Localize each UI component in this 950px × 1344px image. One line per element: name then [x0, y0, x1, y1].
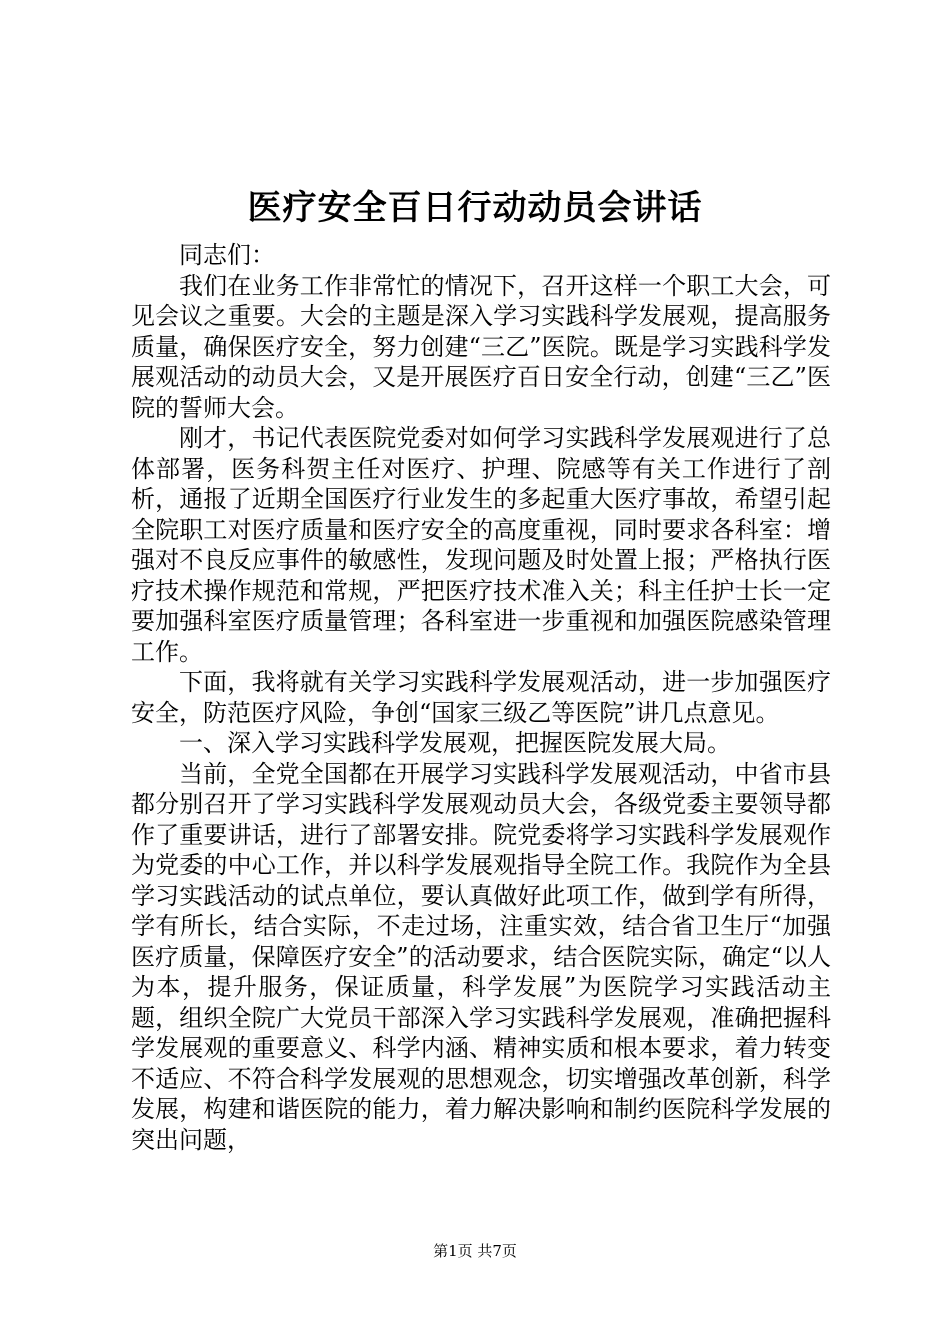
body-paragraph: 当前，全党全国都在开展学习实践科学发展观活动，中省市县都分别召开了学习实践科学发展观动员大会，各级党委主要领导都作了重要讲话，进行了部署安排。院党委将学习实践科学发展观作为党委的中心工作，并以科学发展观指导全院工作。我院作为全县学习实践活动的试点单位，要认真做好此项工作，做到学有所得，学有所长，结合实际，不走过场，注重实效，结合省卫生厅“加强医疗质量，保障医疗安全”的活动要求，结合医院实际，确定“以人为本，提升服务，保证质量，科学发展”为医院学习实践活动主题，组织全院广大党员干部深入学习实践科学发展观，准确把握科学发展观的重要意义、科学内涵、精神实质和根本要求，着力转变不适应、不符合科学发展观的思想观念，切实增强改革创新，科学发展，构建和谐医院的能力，着力解决影响和制约医院科学发展的突出问题， [131, 759, 831, 1154]
section-heading: 一、深入学习实践科学发展观，把握医院发展大局。 [179, 729, 731, 757]
page-number-footer: 第1页 共7页 [433, 1242, 517, 1260]
document-body [131, 240, 831, 1155]
body-paragraph: 我们在业务工作非常忙的情况下，召开这样一个职工大会，可见会议之重要。大会的主题是深入学习实践科学发展观，提高服务质量，确保医疗安全，努力创建“三乙”医院。既是学习实践科学发展观活动的动员大会，又是开展医疗百日安全行动，创建“三乙”医院的誓师大会。 [131, 271, 831, 422]
salutation-paragraph: 同志们： [179, 241, 275, 269]
body-paragraph: 刚才，书记代表医院党委对如何学习实践科学发展观进行了总体部署，医务科贺主任对医疗、护理、院感等有关工作进行了剖析，通报了近期全国医疗行业发生的多起重大医疗事故，希望引起全院职工对医疗质量和医疗安全的高度重视，同时要求各科室：增强对不良反应事件的敏感性，发现问题及时处置上报；严格执行医疗技术操作规范和常规，严把医疗技术准入关；科主任护士长一定要加强科室医疗质量管理；各科室进一步重视和加强医院感染管理工作。 [131, 424, 831, 666]
document-title: 医疗安全百日行动动员会讲话 [247, 188, 703, 228]
body-paragraph: 下面，我将就有关学习实践科学发展观活动，进一步加强医疗安全，防范医疗风险，争创“国家三级乙等医院”讲几点意见。 [131, 668, 831, 727]
